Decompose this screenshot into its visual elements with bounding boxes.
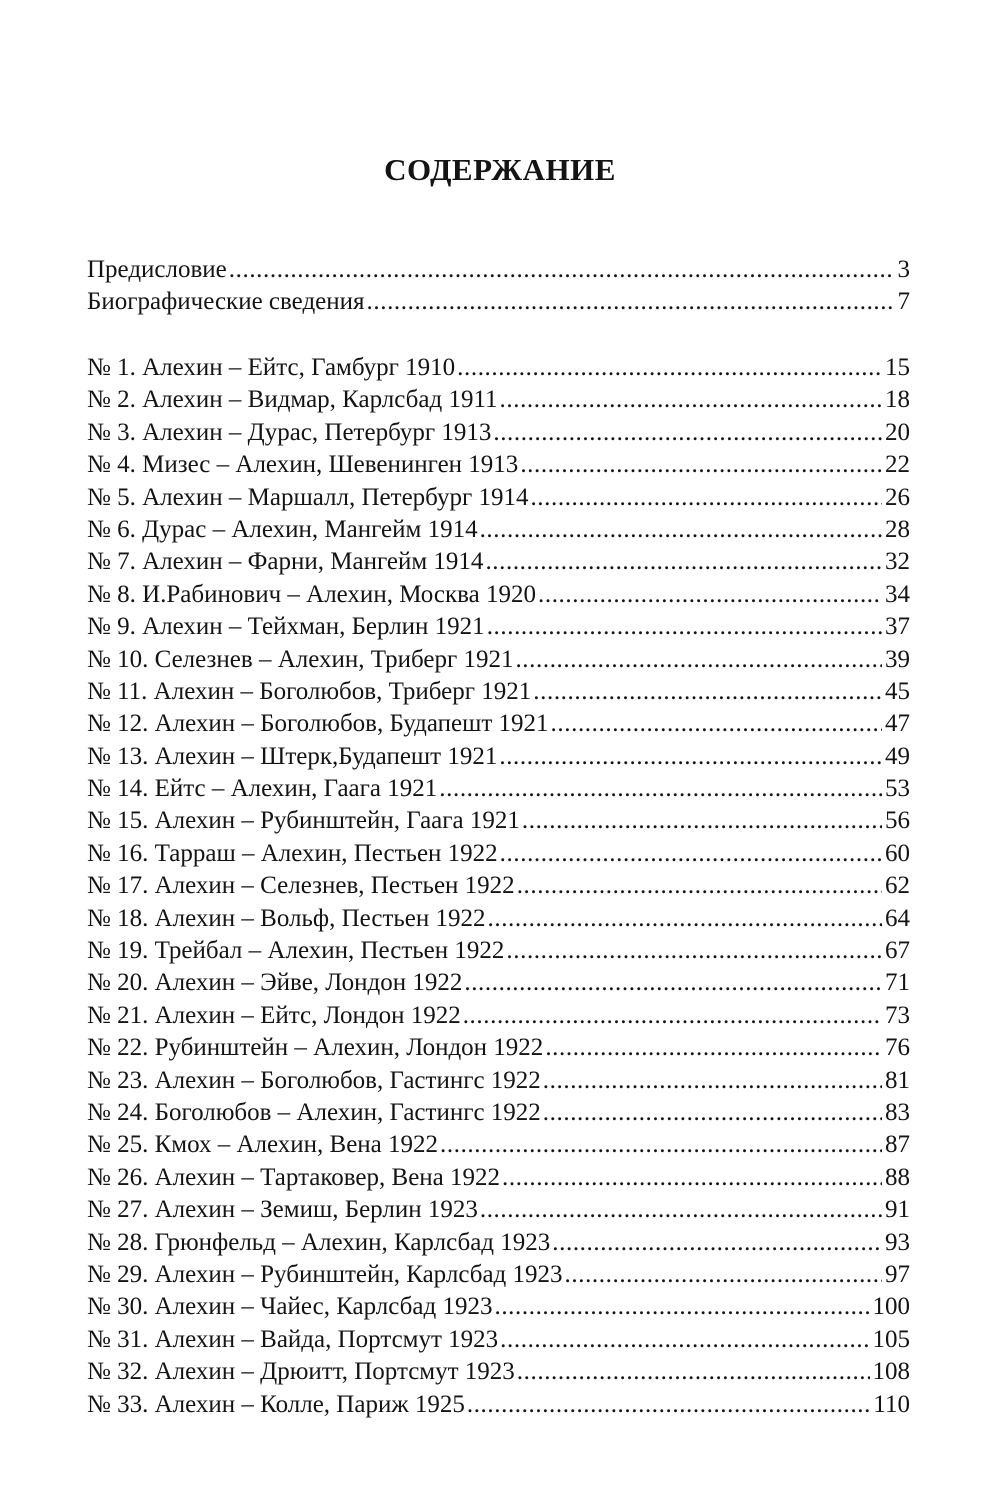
toc-page-number: 100 [872,1293,910,1321]
toc-page-number: 73 [885,1001,910,1029]
toc-entry-title: № 13. Алехин – Штерк,Будапешт 1921 [87,742,498,770]
toc-entry [87,254,910,286]
toc-entry [87,1259,910,1291]
dot-leader [493,417,882,449]
toc-entry [87,773,910,805]
toc-entry-title: № 15. Алехин – Рубинштейн, Гаага 1921 [87,807,520,835]
toc-entry-title: № 33. Алехин – Колле, Париж 1925 [87,1390,465,1418]
toc-entry [87,1032,910,1064]
toc-page-number: 37 [885,613,910,641]
toc-entry-title: № 21. Алехин – Ейтс, Лондон 1922 [87,1001,461,1029]
toc-entry-title: № 8. И.Рабинович – Алехин, Москва 1920 [87,580,536,608]
toc-entry [87,870,910,902]
toc-entry-title: № 4. Мизес – Алехин, Шевенинген 1913 [87,451,519,479]
toc-page-number: 7 [897,288,910,316]
dot-leader [551,708,882,740]
toc-entry [87,1000,910,1032]
toc-entry-title: № 28. Грюнфельд – Алехин, Карлсбад 1923 [87,1228,551,1256]
dot-leader [552,1227,882,1259]
toc-entry [87,935,910,967]
dot-leader [530,482,882,514]
toc-page-number: 108 [872,1358,910,1386]
toc-page-number: 22 [885,451,910,479]
toc-entry-title: № 2. Алехин – Видмар, Карлсбад 1911 [87,386,498,414]
toc-entry [87,903,910,935]
toc-page-number: 62 [885,872,910,900]
toc-entry-title: № 7. Алехин – Фарни, Мангейм 1914 [87,548,484,576]
page-title: СОДЕРЖАНИЕ [384,152,616,187]
toc-page-number: 56 [885,807,910,835]
toc-entry [87,708,910,740]
toc-entry [87,676,910,708]
toc-page-number: 71 [885,969,910,997]
dot-leader [500,838,882,870]
toc-entry [87,805,910,837]
toc-entry [87,1356,910,1388]
toc-entry-title: № 19. Трейбал – Алехин, Пестьен 1922 [87,937,505,965]
toc-page-number: 45 [885,677,910,705]
dot-leader [520,449,882,481]
dot-leader [517,870,882,902]
toc-entry-title: № 24. Боголюбов – Алехин, Гастингс 1922 [87,1098,541,1126]
dot-leader [538,579,882,611]
toc-entry-title: № 10. Селезнев – Алехин, Триберг 1921 [87,645,514,673]
toc-entry-title: № 11. Алехин – Боголюбов, Триберг 1921 [87,677,532,705]
dot-leader [487,611,882,643]
toc-entry-title: № 6. Дурас – Алехин, Мангейм 1914 [87,515,478,543]
toc-entry-title: № 5. Алехин – Маршалл, Петербург 1914 [87,483,529,511]
toc-entry-title: № 14. Ейтс – Алехин, Гаага 1921 [87,775,438,803]
toc-entry [87,741,910,773]
dot-leader [500,384,882,416]
toc-page-number: 81 [885,1066,910,1094]
toc-page-number: 93 [885,1228,910,1256]
toc-entry-title: № 12. Алехин – Боголюбов, Будапешт 1921 [87,710,549,738]
toc-page-number: 76 [885,1034,910,1062]
toc-entry-title: № 30. Алехин – Чайес, Карлсбад 1923 [87,1293,493,1321]
toc-entry-title: № 29. Алехин – Рубинштейн, Карлсбад 1923 [87,1260,563,1288]
dot-leader [515,644,882,676]
toc-entry-title: Предисловие [87,256,227,283]
toc-page-number: 47 [885,710,910,738]
toc-page-number: 91 [885,1196,910,1224]
toc-entry [87,611,910,643]
toc-page-number: 110 [873,1390,910,1418]
toc-page-number: 28 [885,515,910,543]
dot-leader [502,1162,882,1194]
toc-page-number: 49 [885,742,910,770]
dot-leader [480,1194,882,1226]
dot-leader [565,1259,882,1291]
dot-leader [367,286,895,318]
dot-leader [499,741,882,773]
toc-entry-title: № 22. Рубинштейн – Алехин, Лондон 1922 [87,1034,544,1062]
toc-entry [87,449,910,481]
toc-entry-title: № 18. Алехин – Вольф, Пестьен 1922 [87,904,486,932]
toc-page-number: 83 [885,1098,910,1126]
toc-entry-title: № 32. Алехин – Дрюитт, Портсмут 1923 [87,1358,515,1386]
dot-leader [500,1324,869,1356]
games-list [87,352,910,1421]
toc-entry [87,1097,910,1129]
toc-entry-title: № 26. Алехин – Тартаковер, Вена 1922 [87,1163,501,1191]
toc-entry [87,482,910,514]
toc-page-number: 53 [885,775,910,803]
toc-page-number: 18 [885,386,910,414]
dot-leader [485,546,882,578]
dot-leader [229,254,895,286]
toc-entry-title: № 16. Тарраш – Алехин, Пестьен 1922 [87,839,498,867]
toc-entry [87,1065,910,1097]
toc-entry [87,352,910,384]
toc-entry-title: № 27. Алехин – Земиш, Берлин 1923 [87,1196,478,1224]
toc-page-number: 87 [885,1131,910,1159]
dot-leader [517,1356,870,1388]
toc-page-number: 34 [885,580,910,608]
toc-entry [87,838,910,870]
toc-page-number: 60 [885,839,910,867]
toc-entry [87,967,910,999]
toc-entry [87,1291,910,1323]
front-matter-list [87,254,910,319]
toc-page-number: 32 [885,548,910,576]
toc-page-number: 15 [885,354,910,381]
toc-entry-title: № 17. Алехин – Селезнев, Пестьен 1922 [87,872,515,900]
toc-entry-title: № 31. Алехин – Вайда, Портсмут 1923 [87,1325,499,1353]
dot-leader [439,773,882,805]
dot-leader [464,967,882,999]
dot-leader [488,903,883,935]
toc-entry [87,1129,910,1161]
dot-leader [494,1291,869,1323]
dot-leader [463,1000,882,1032]
dot-leader [480,514,882,546]
dot-leader [467,1389,871,1421]
dot-leader [545,1032,882,1064]
toc-entry [87,1389,910,1421]
toc-entry [87,1162,910,1194]
toc-page-number: 97 [885,1260,910,1288]
toc-page-number: 3 [897,256,910,283]
toc-entry-title: № 23. Алехин – Боголюбов, Гастингс 1922 [87,1066,541,1094]
toc-entry-title: № 9. Алехин – Тейхман, Берлин 1921 [87,613,485,641]
dot-leader [440,1129,882,1161]
toc-entry [87,417,910,449]
toc-entry [87,1194,910,1226]
toc-page-number: 26 [885,483,910,511]
dot-leader [533,676,882,708]
toc-page-number: 88 [885,1163,910,1191]
toc-page-number: 20 [885,418,910,446]
toc-page-number: 67 [885,937,910,965]
toc-entry-title: № 25. Кмох – Алехин, Вена 1922 [87,1131,439,1159]
toc-entry-title: № 1. Алехин – Ейтс, Гамбург 1910 [87,354,456,381]
dot-leader [543,1065,882,1097]
toc-entry [87,514,910,546]
toc-entry [87,1227,910,1259]
toc-entry [87,579,910,611]
toc-page-number: 39 [885,645,910,673]
toc-entry-title: № 3. Алехин – Дурас, Петербург 1913 [87,418,492,446]
toc-entry-title: Биографические сведения [87,288,365,316]
toc-entry [87,1324,910,1356]
toc-entry [87,644,910,676]
dot-leader [457,352,882,384]
toc-page-number: 64 [885,904,910,932]
dot-leader [506,935,882,967]
toc-entry-title: № 20. Алехин – Эйве, Лондон 1922 [87,969,463,997]
toc-entry [87,546,910,578]
toc-entry [87,286,910,318]
dot-leader [522,805,882,837]
toc-page-number: 105 [872,1325,910,1353]
dot-leader [543,1097,882,1129]
toc-entry [87,384,910,416]
